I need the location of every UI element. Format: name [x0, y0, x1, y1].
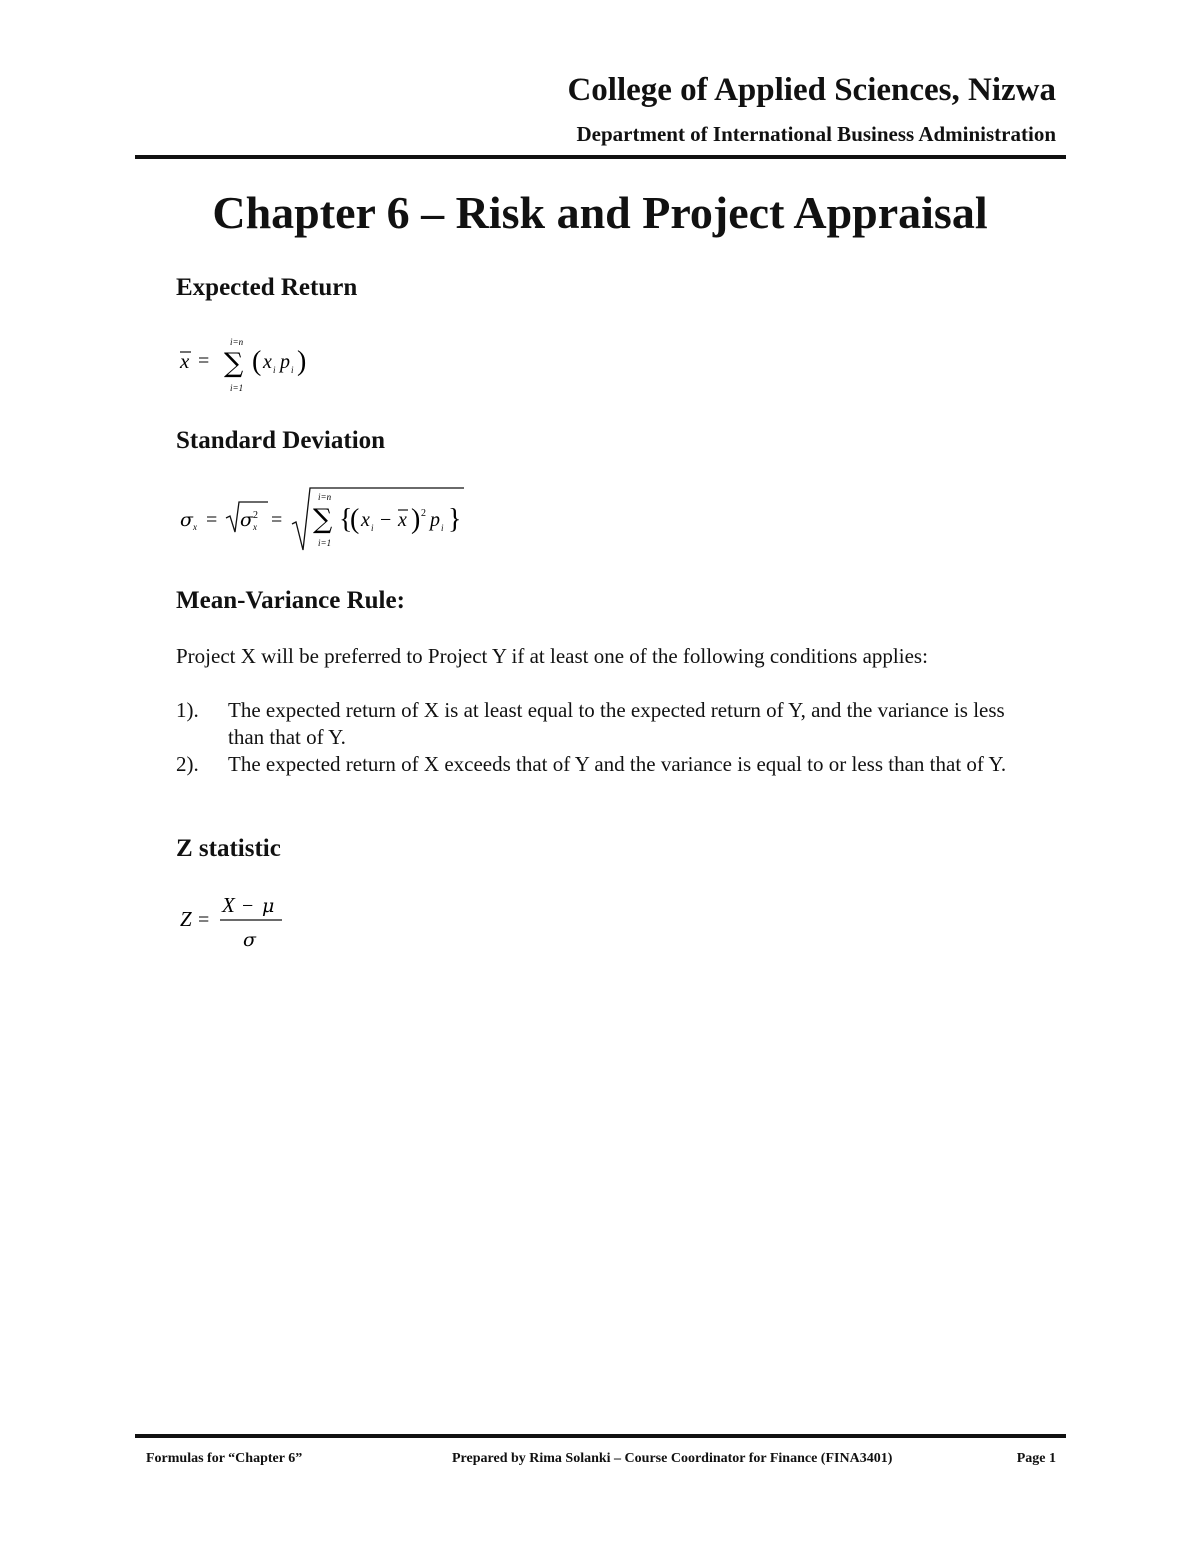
- svg-text:}: }: [448, 504, 462, 535]
- svg-text:i=1: i=1: [318, 538, 332, 548]
- svg-text:p: p: [430, 509, 440, 531]
- list-item: [176, 697, 1036, 751]
- mean-variance-intro: Project X will be preferred to Project Y if at least one of the following conditions applies:: [176, 644, 928, 668]
- svg-text:x: x: [253, 522, 257, 532]
- svg-text:): ): [297, 346, 307, 377]
- svg-text:=: =: [271, 509, 283, 531]
- list-item-text: The expected return of X is at least equal to the expected return of Y, and the variance is less than that of Y.: [228, 698, 1005, 749]
- list-item: [176, 751, 1036, 805]
- list-item-number: 2).: [176, 752, 199, 776]
- college-name: College of Applied Sciences, Nizwa: [567, 72, 1056, 108]
- svg-text:i=n: i=n: [230, 337, 244, 347]
- svg-text:=: =: [198, 350, 210, 372]
- svg-text:i: i: [441, 523, 444, 533]
- footer-page-number: Page 1: [1016, 1451, 1056, 1466]
- mean-variance-heading: Mean-Variance Rule:: [176, 587, 405, 614]
- svg-text:∑: ∑: [224, 348, 244, 379]
- footer-prepared-by: Prepared by Rima Solanki – Course Coordinator for Finance (FINA3401): [452, 1451, 893, 1466]
- svg-text:σ: σ: [180, 509, 193, 531]
- svg-text:σ: σ: [240, 509, 253, 531]
- svg-text:x: x: [180, 349, 190, 373]
- svg-text:−: −: [242, 895, 254, 917]
- svg-text:∑: ∑: [313, 504, 333, 535]
- expected-return-heading: Expected Return: [176, 274, 358, 301]
- svg-text:i: i: [273, 365, 276, 375]
- svg-text:x: x: [263, 351, 272, 373]
- expected-return-formula: [176, 336, 326, 401]
- svg-text:): ): [411, 504, 421, 535]
- svg-text:x: x: [398, 509, 407, 531]
- svg-text:2: 2: [253, 510, 258, 521]
- list-item-text: The expected return of X exceeds that of Y and the variance is equal to or less than that of Y.: [228, 752, 1007, 776]
- svg-text:−: −: [380, 509, 392, 531]
- list-item-number: 1).: [176, 698, 199, 722]
- svg-text:i=1: i=1: [230, 383, 244, 393]
- z-statistic-formula: [176, 890, 306, 960]
- svg-text:i=n: i=n: [318, 492, 332, 502]
- page-title: Chapter 6 – Risk and Project Appraisal: [212, 187, 988, 238]
- svg-text:μ: μ: [262, 895, 275, 917]
- svg-text:i: i: [291, 365, 294, 375]
- svg-text:(: (: [350, 504, 360, 535]
- department-name: Department of International Business Administration: [576, 122, 1056, 146]
- svg-text:2: 2: [421, 508, 426, 519]
- svg-text:σ: σ: [243, 929, 256, 951]
- svg-text:=: =: [206, 509, 218, 531]
- header-rule: [135, 155, 1066, 159]
- svg-text:=: =: [198, 909, 210, 931]
- z-statistic-heading: Z statistic: [176, 835, 281, 862]
- svg-text:i: i: [371, 523, 374, 533]
- footer-rule: [135, 1434, 1066, 1438]
- svg-text:(: (: [252, 346, 262, 377]
- standard-deviation-heading: Standard Deviation: [176, 427, 386, 454]
- footer-formulas-label: Formulas for “Chapter 6”: [146, 1451, 303, 1466]
- svg-text:{: {: [339, 504, 353, 535]
- svg-text:p: p: [280, 351, 290, 373]
- svg-text:x: x: [361, 509, 370, 531]
- svg-text:x: x: [193, 522, 197, 532]
- svg-text:X: X: [222, 893, 235, 917]
- standard-deviation-formula: [176, 480, 476, 560]
- svg-text:Z: Z: [180, 907, 192, 931]
